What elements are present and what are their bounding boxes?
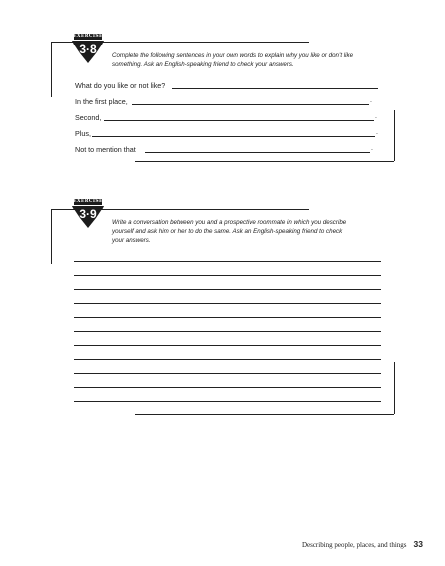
exercise-badge-label: EXERCISE [73, 199, 103, 204]
prompt-end-punctuation: . [371, 145, 373, 152]
exercise-badge [68, 33, 108, 67]
exercise-frame-right [394, 110, 395, 161]
answer-line[interactable] [104, 120, 374, 121]
writing-line[interactable] [74, 359, 381, 360]
instruction-line: Complete the following sentences in your own words to explain why you like or don’t like [112, 52, 354, 59]
prompt-end-punctuation: . [370, 97, 372, 104]
exercise-frame-left [51, 209, 52, 264]
instruction-line: your answers. [112, 237, 151, 244]
answer-line[interactable] [172, 88, 378, 89]
answer-line[interactable] [145, 152, 370, 153]
prompt-end-punctuation: . [376, 129, 378, 136]
answer-line[interactable] [132, 104, 369, 105]
instruction-line: something. Ask an English-speaking friend to check your answers. [112, 61, 294, 68]
prompt-text: In the first place, [75, 97, 128, 106]
writing-line[interactable] [74, 261, 381, 262]
prompt-text: Plus, [75, 129, 91, 138]
writing-line[interactable] [74, 387, 381, 388]
running-title: Describing people, places, and things [301, 541, 407, 549]
prompt-text: Second, [75, 113, 102, 122]
exercise-frame-left [51, 42, 52, 97]
exercise-number: 3·8 [79, 42, 97, 56]
writing-line[interactable] [74, 331, 381, 332]
exercise-badge [68, 198, 108, 232]
writing-line[interactable] [74, 317, 381, 318]
exercise-badge-label: EXERCISE [73, 34, 103, 39]
writing-line[interactable] [74, 303, 381, 304]
exercise-frame-right [394, 362, 395, 414]
writing-line[interactable] [74, 289, 381, 290]
instruction-line: yourself and ask him or her to do the same. Ask an English-speaking friend to check [112, 228, 343, 235]
exercise-instructions [112, 51, 387, 69]
prompt-text: Not to mention that [75, 145, 136, 154]
instruction-line: Write a conversation between you and a prospective roommate in which you describe [112, 219, 347, 226]
answer-line[interactable] [92, 136, 375, 137]
exercise-number: 3·9 [79, 207, 97, 221]
page-number: 33 [413, 539, 423, 549]
writing-line[interactable] [74, 345, 381, 346]
page-footer [302, 539, 423, 549]
writing-line[interactable] [74, 401, 381, 402]
exercise-frame-bottom [135, 161, 394, 162]
writing-line[interactable] [74, 275, 381, 276]
exercise-instructions [112, 218, 387, 245]
exercise-frame-bottom [135, 414, 394, 415]
prompt-text: What do you like or not like? [75, 81, 166, 90]
prompt-end-punctuation: . [375, 113, 377, 120]
writing-line[interactable] [74, 373, 381, 374]
